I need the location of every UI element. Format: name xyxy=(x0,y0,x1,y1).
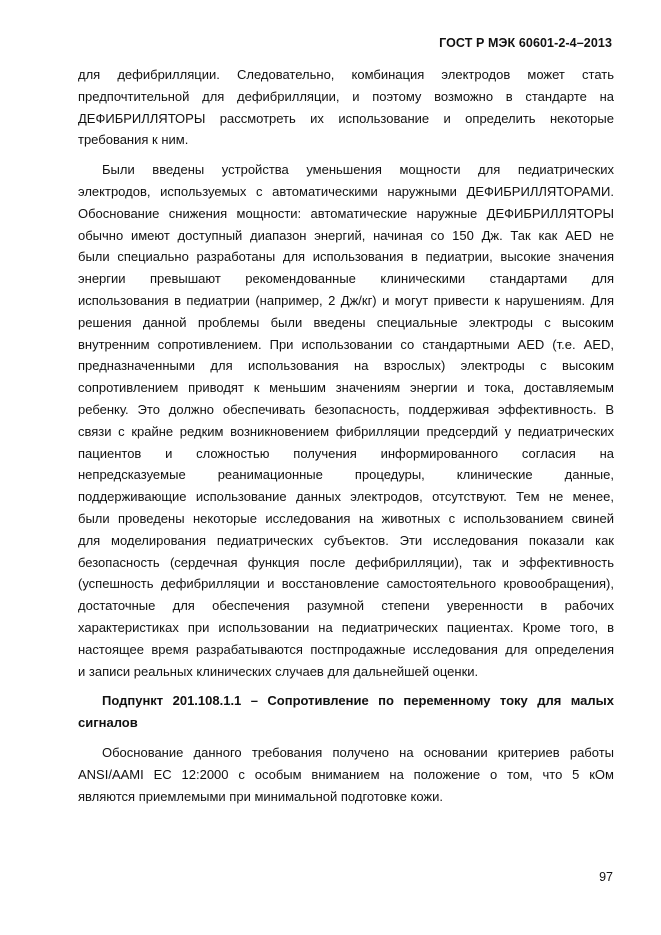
text-line: характеристиках при использовании на педиатрических пациентах. Кроме того, в xyxy=(78,619,614,635)
text-line: решения данной проблемы были введены специальные электроды с высоким xyxy=(78,314,614,330)
text-line: ANSI/AAMI EC 12:2000 с особым вниманием на положение о том, что 5 кОм xyxy=(78,766,614,782)
text-line: были проведены некоторые исследования на животных с использованием свиней xyxy=(78,510,614,526)
page-number: 97 xyxy=(599,870,613,884)
text-line: требования к ним. xyxy=(78,132,189,148)
text-line: электродов, используемых с автоматическими наружными ДЕФИБРИЛЛЯТОРАМИ. xyxy=(78,183,614,199)
text-line: Подпункт 201.108.1.1 – Сопротивление по переменному току для малых xyxy=(102,693,614,709)
text-line: внутренним сопротивлением. При использовании со стандартными AED (т.е. AED, xyxy=(78,336,614,352)
text-line: поддерживающие использование данных электродов, отсутствуют. Тем не менее, xyxy=(78,489,614,505)
text-line: настоящее время разрабатываются постпродажные исследования для определения xyxy=(78,641,614,657)
text-line: Обоснование данного требования получено на основании критериев работы xyxy=(102,744,614,760)
text-line: Были введены устройства уменьшения мощности для педиатрических xyxy=(102,162,614,178)
text-line: энергии превышают рекомендованные клиническими стандартами для xyxy=(78,271,614,287)
text-line: безопасность (сердечная функция после дефибрилляции), так и эффективность xyxy=(78,554,614,570)
text-line: ДЕФИБРИЛЛЯТОРЫ рассмотреть их использование и определить некоторые xyxy=(78,110,614,126)
text-line: сопротивлением приводят к меньшим значениям энергии и тока, доставляемым xyxy=(78,380,614,396)
document-body xyxy=(78,64,614,807)
paragraph xyxy=(78,159,614,682)
text-line: обычно имеют доступный диапазон энергий, начиная со 150 Дж. Так как AED не xyxy=(78,227,614,243)
text-line: были специально разработаны для использования в педиатрии, высокие значения xyxy=(78,249,614,265)
paragraph xyxy=(78,742,614,807)
text-line: и записи реальных клинических случаев для дальнейшей оценки. xyxy=(78,663,479,679)
text-line: Обоснование снижения мощности: автоматические наружные ДЕФИБРИЛЛЯТОРЫ xyxy=(78,205,614,221)
standard-header: ГОСТ Р МЭК 60601-2-4–2013 xyxy=(439,36,612,50)
text-line: для моделирования педиатрических субъектов. Эти исследования показали как xyxy=(78,532,614,548)
text-line: для дефибрилляции. Следовательно, комбинация электродов может стать xyxy=(78,67,614,82)
text-line: связи с крайне редким возникновением фибрилляции предсердий у педиатрических xyxy=(78,423,614,439)
text-line: использования в педиатрии (например, 2 Дж/кг) и могут привести к нарушениям. Для xyxy=(78,292,614,308)
text-line: сигналов xyxy=(78,715,138,731)
text-line: предпочтительной для дефибрилляции, и поэтому возможно в стандарте на xyxy=(78,88,614,104)
text-line: предназначенными для использования на взрослых) электроды с высоким xyxy=(78,358,614,374)
text-line: (успешность дефибрилляции и восстановление самостоятельного кровообращения), xyxy=(78,576,614,592)
text-line: пациентов и сложностью получения информированного согласия на xyxy=(78,445,614,461)
text-line: являются приемлемыми при минимальной подготовке кожи. xyxy=(78,788,443,804)
subclause-heading xyxy=(78,690,614,734)
paragraph xyxy=(78,64,614,151)
text-line: непредсказуемые реанимационные процедуры, клинические данные, xyxy=(78,467,614,483)
text-line: достаточные для обеспечения разумной степени уверенности в рабочих xyxy=(78,598,614,614)
text-line: ребенку. Это должно обеспечивать безопасность, поддерживая эффективность. В xyxy=(78,401,614,417)
